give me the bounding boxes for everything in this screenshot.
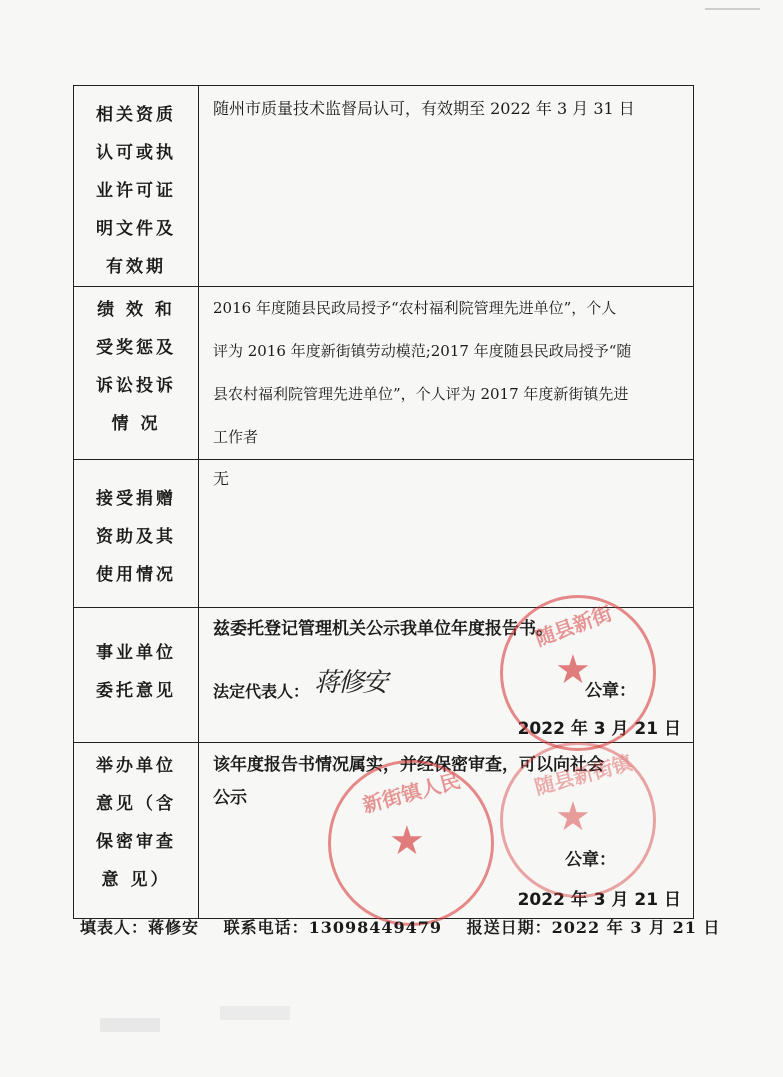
government-seal — [328, 760, 494, 926]
label-line: 绩 效 和 — [97, 300, 175, 320]
donation-text: 无 — [213, 469, 230, 488]
filler: 填表人：蒋修安 — [80, 918, 200, 937]
label-line: 情 况 — [111, 414, 161, 434]
entrust-label — [74, 608, 199, 743]
label-line: 认可或执 — [96, 143, 176, 163]
star-icon: ★ — [555, 794, 591, 840]
performance-line: 县农村福利院管理先进单位”，个人评为 2017 年度新街镇先进 — [213, 385, 629, 403]
sponsor-statement-line: 公示 — [213, 788, 247, 808]
qualification-value — [199, 86, 694, 287]
sponsor-date: 2022 年 3 月 21 日 — [517, 890, 681, 910]
label-line: 受奖惩及 — [96, 338, 176, 358]
legal-rep-signature: 蒋修安 — [314, 668, 387, 698]
label-line: 意见（含 — [96, 794, 176, 814]
seal-label: 公章： — [565, 850, 616, 870]
legal-rep-label: 法定代表人： — [213, 682, 310, 701]
label-line: 明文件及 — [96, 219, 176, 239]
qualification-row — [74, 86, 694, 287]
donation-row — [74, 460, 694, 608]
qualification-text: 随州市质量技术监督局认可，有效期至 2022 年 3 月 31 日 — [213, 99, 635, 118]
bleed-through — [220, 1006, 290, 1020]
contact-phone: 联系电话：13098449479 — [223, 918, 443, 937]
label-line: 事业单位 — [96, 643, 176, 663]
label-line: 诉讼投诉 — [96, 376, 176, 396]
label-line: 业许可证 — [96, 181, 176, 201]
entrust-date: 2022 年 3 月 21 日 — [517, 719, 681, 739]
performance-label — [74, 287, 199, 460]
seal-ring-text: 新街镇人民 — [359, 768, 463, 818]
qualification-label — [74, 86, 199, 287]
label-line: 举办单位 — [96, 756, 176, 776]
bleed-through — [100, 1018, 160, 1032]
label-line: 接受捐赠 — [96, 489, 176, 509]
government-seal-faint — [500, 742, 656, 898]
entrust-statement: 兹委托登记管理机关公示我单位年度报告书。 — [213, 619, 553, 639]
star-icon: ★ — [389, 818, 425, 864]
sponsor-label — [74, 743, 199, 919]
performance-line: 2016 年度随县民政局授予“农村福利院管理先进单位”，个人 — [213, 299, 617, 317]
scan-artifact — [705, 8, 760, 10]
label-line: 意 见） — [101, 870, 171, 890]
label-line: 资助及其 — [96, 527, 176, 547]
performance-value — [199, 287, 694, 460]
donation-value — [199, 460, 694, 608]
performance-line: 工作者 — [213, 428, 259, 446]
donation-label — [74, 460, 199, 608]
report-date: 报送日期：2022 年 3 月 21 日 — [466, 918, 721, 937]
performance-row — [74, 287, 694, 460]
label-line: 委托意见 — [96, 681, 176, 701]
performance-line: 评为 2016 年度新街镇劳动模范;2017 年度随县民政局授予“随 — [213, 342, 632, 360]
label-line: 相关资质 — [96, 105, 176, 125]
star-icon: ★ — [555, 647, 591, 693]
label-line: 保密审查 — [96, 832, 176, 852]
sponsor-statement-line: 该年度报告书情况属实，并经保密审查，可以向社会 — [213, 755, 604, 775]
label-line: 使用情况 — [96, 565, 176, 585]
seal-ring-text: 随县新街镇 — [531, 750, 635, 800]
seal-ring-text: 随县新街 — [531, 600, 616, 651]
label-line: 有效期 — [106, 257, 166, 277]
seal-label: 公章： — [585, 681, 636, 701]
institution-seal — [500, 595, 656, 751]
form-footer — [80, 915, 738, 938]
